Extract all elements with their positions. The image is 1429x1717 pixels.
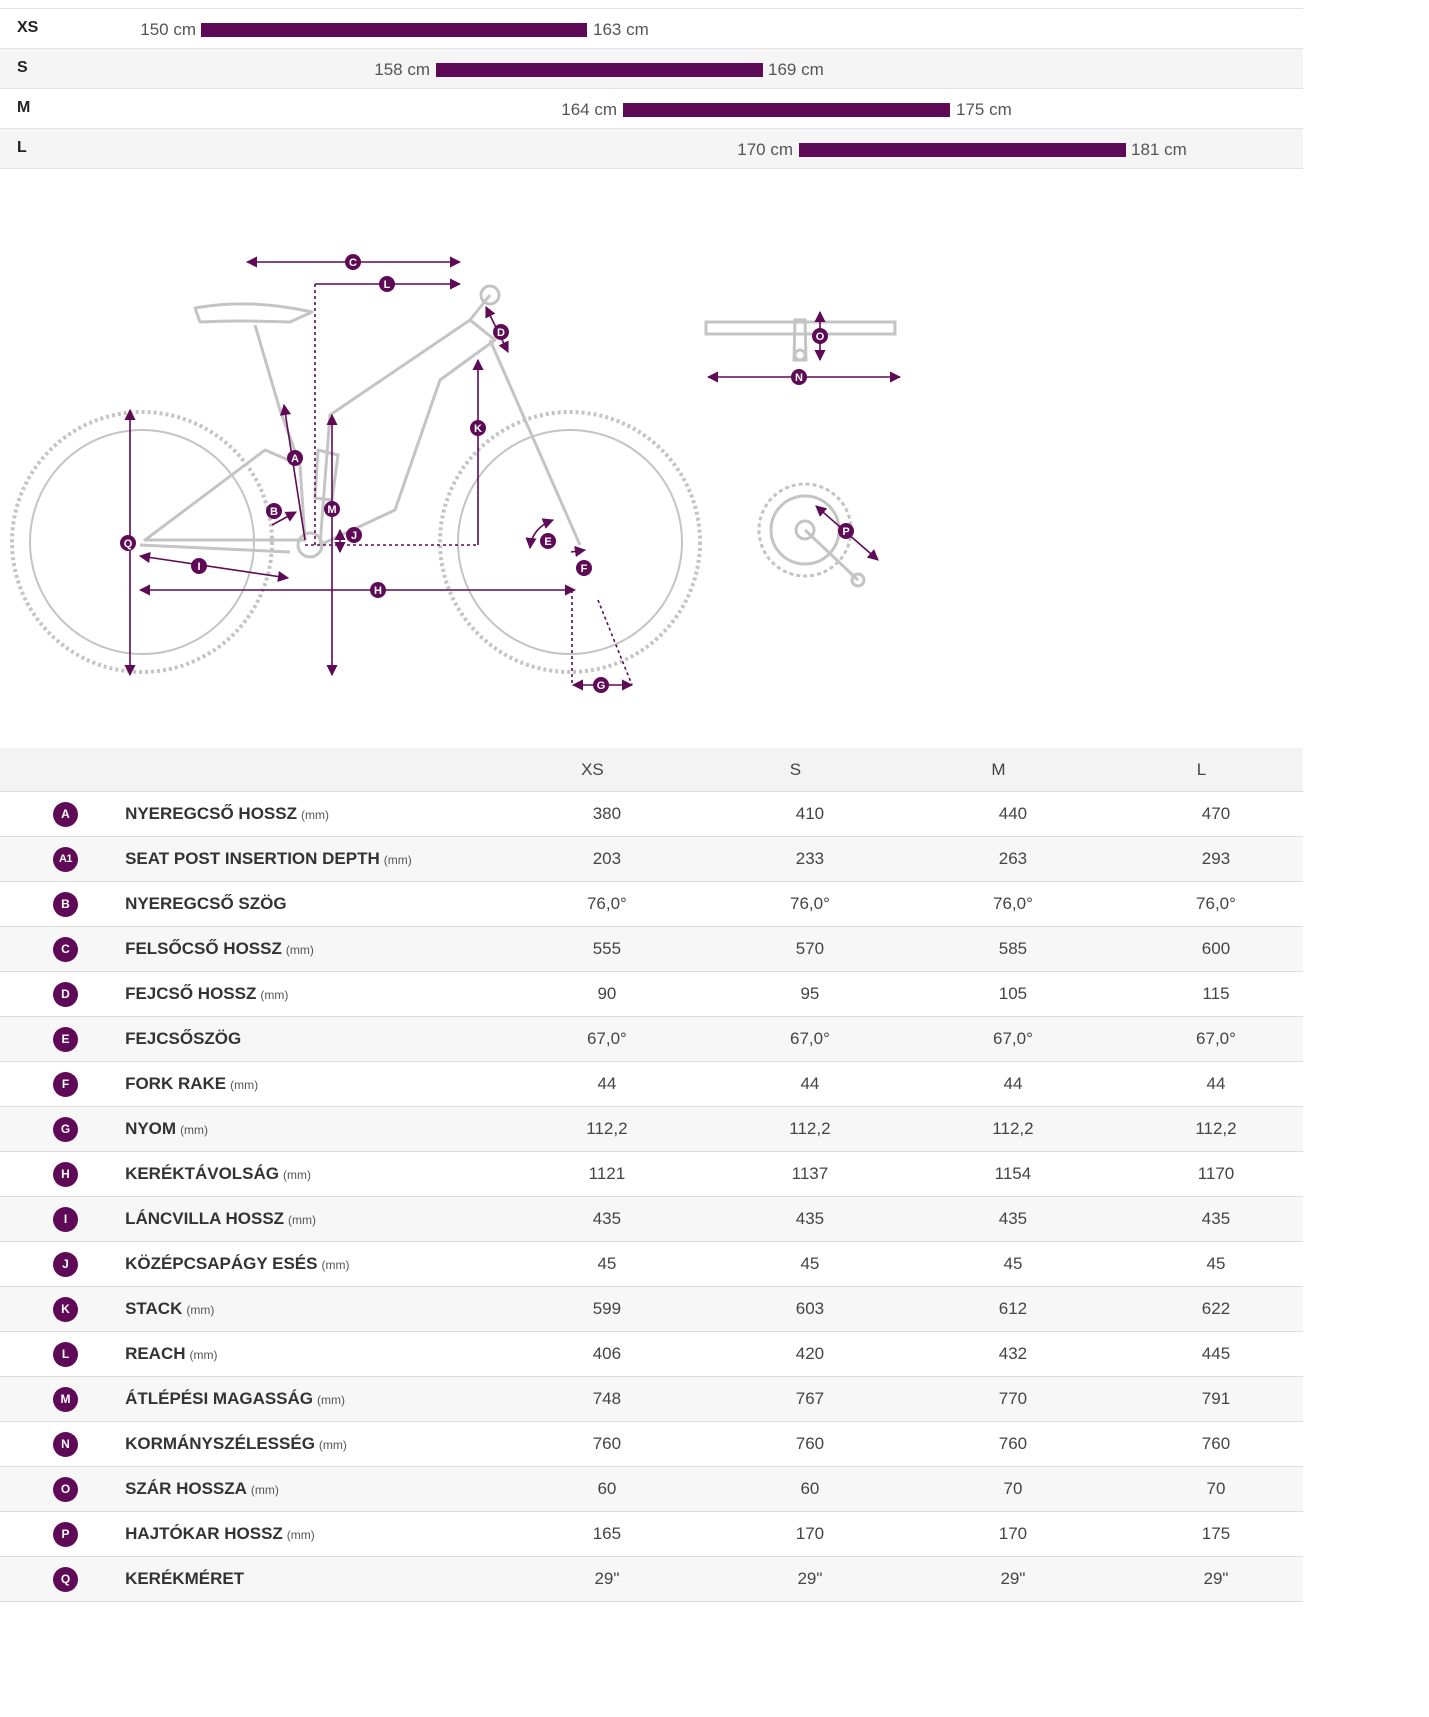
row-unit: (mm) (260, 988, 289, 1002)
row-parameter-name: FELSŐCSŐ HOSSZ (125, 939, 282, 958)
diagram-badge-o (812, 328, 828, 344)
row-badge: N (53, 1432, 78, 1457)
row-value: 612 (897, 1287, 1100, 1332)
range-min: 164 cm (561, 100, 617, 119)
diagram-label-q: Q (123, 538, 133, 550)
range-size-label: M (17, 99, 31, 116)
row-badge: A (53, 802, 78, 827)
diagram-badge-k (470, 420, 486, 436)
diagram-badge-j (346, 527, 362, 543)
row-badge: I (53, 1207, 78, 1232)
row-value: 600 (1100, 927, 1303, 972)
row-parameter-name: SEAT POST INSERTION DEPTH (125, 849, 380, 868)
row-value: 767 (694, 1377, 897, 1422)
row-value: 90 (491, 972, 694, 1017)
row-value: 170 (897, 1512, 1100, 1557)
row-badge: C (53, 937, 78, 962)
row-value: 435 (897, 1197, 1100, 1242)
row-value: 44 (1100, 1062, 1303, 1107)
table-row (0, 1017, 1303, 1062)
diagram-badge-q (120, 535, 136, 551)
table-row (0, 1197, 1303, 1242)
row-value: 293 (1100, 837, 1303, 882)
row-value: 440 (897, 792, 1100, 837)
diagram-label-h: H (374, 585, 382, 597)
row-badge: A1 (53, 847, 78, 872)
diagram-badge-f (576, 560, 592, 576)
range-bar (201, 23, 587, 37)
row-value: 45 (1100, 1242, 1303, 1287)
row-value: 470 (1100, 792, 1303, 837)
diagram-badge-d (493, 324, 509, 340)
row-badge: P (53, 1522, 78, 1547)
range-bar (436, 63, 763, 77)
range-max: 175 cm (956, 100, 1012, 119)
row-badge: E (53, 1027, 78, 1052)
row-value: 435 (491, 1197, 694, 1242)
row-value: 770 (897, 1377, 1100, 1422)
row-value: 76,0° (897, 882, 1100, 927)
row-unit: (mm) (283, 1168, 312, 1182)
diagram-badge-h (370, 582, 386, 598)
range-max: 163 cm (593, 20, 649, 39)
row-value: 760 (897, 1422, 1100, 1467)
row-value: 555 (491, 927, 694, 972)
table-row (0, 1377, 1303, 1422)
row-unit: (mm) (383, 853, 412, 867)
row-value: 165 (491, 1512, 694, 1557)
row-parameter-name: NYEREGCSŐ HOSSZ (125, 804, 297, 823)
row-unit: (mm) (300, 808, 329, 822)
row-unit: (mm) (230, 1078, 259, 1092)
row-parameter-name: FEJCSŐ HOSSZ (125, 984, 257, 1003)
table-row (0, 1242, 1303, 1287)
row-value: 791 (1100, 1377, 1303, 1422)
diagram-label-o: O (815, 331, 825, 343)
row-parameter-name: REACH (125, 1344, 186, 1363)
row-parameter-name: LÁNCVILLA HOSSZ (125, 1209, 285, 1228)
row-value: 76,0° (1100, 882, 1303, 927)
row-value: 112,2 (1100, 1107, 1303, 1152)
row-value: 435 (1100, 1197, 1303, 1242)
row-value: 760 (694, 1422, 897, 1467)
diagram-label-p: P (842, 526, 850, 538)
row-value: 445 (1100, 1332, 1303, 1377)
table-header-row (0, 748, 1303, 792)
row-value: 105 (897, 972, 1100, 1017)
row-value: 233 (694, 837, 897, 882)
row-parameter-name: NYEREGCSŐ SZÖG (125, 894, 287, 913)
table-row (0, 1512, 1303, 1557)
row-value: 406 (491, 1332, 694, 1377)
front-wheel (440, 412, 700, 672)
row-badge: H (53, 1162, 78, 1187)
diagram-badge-i (191, 558, 207, 574)
row-badge: G (53, 1117, 78, 1142)
table-row (0, 837, 1303, 882)
row-value: 45 (694, 1242, 897, 1287)
row-badge: O (53, 1477, 78, 1502)
row-value: 44 (897, 1062, 1100, 1107)
column-header-xs: XS (491, 748, 694, 792)
table-row (0, 1062, 1303, 1107)
diagram-label-g: G (596, 680, 606, 692)
row-value: 432 (897, 1332, 1100, 1377)
row-unit: (mm) (286, 1528, 315, 1542)
row-value: 1170 (1100, 1152, 1303, 1197)
bike-geometry-diagram (0, 200, 1303, 720)
range-row-m (0, 89, 1303, 129)
row-value: 435 (694, 1197, 897, 1242)
row-value: 112,2 (897, 1107, 1100, 1152)
diagram-label-a: A (291, 453, 299, 465)
row-value: 44 (694, 1062, 897, 1107)
diagram-label-d: D (497, 327, 505, 339)
range-size-label: S (17, 59, 28, 76)
row-parameter-name: ÁTLÉPÉSI MAGASSÁG (125, 1389, 314, 1408)
row-value: 603 (694, 1287, 897, 1332)
row-parameter-name: FORK RAKE (125, 1074, 227, 1093)
row-badge: M (53, 1387, 78, 1412)
diagram-badge-g (593, 677, 609, 693)
row-value: 29" (491, 1557, 694, 1602)
diagram-badge-n (791, 369, 807, 385)
row-value: 29" (897, 1557, 1100, 1602)
range-min: 150 cm (140, 20, 196, 39)
row-value: 263 (897, 837, 1100, 882)
bike-frame (140, 286, 580, 557)
row-value: 622 (1100, 1287, 1303, 1332)
range-min: 170 cm (737, 140, 793, 159)
row-value: 203 (491, 837, 694, 882)
column-header-m: M (897, 748, 1100, 792)
row-value: 67,0° (897, 1017, 1100, 1062)
row-value: 410 (694, 792, 897, 837)
table-row (0, 1467, 1303, 1512)
rear-wheel (12, 412, 272, 672)
row-value: 1154 (897, 1152, 1100, 1197)
row-value: 76,0° (694, 882, 897, 927)
table-row (0, 1107, 1303, 1152)
range-row-s (0, 49, 1303, 89)
row-badge: L (53, 1342, 78, 1367)
table-row (0, 1557, 1303, 1602)
row-value: 115 (1100, 972, 1303, 1017)
row-value: 76,0° (491, 882, 694, 927)
row-badge: J (53, 1252, 78, 1277)
row-parameter-name: SZÁR HOSSZA (125, 1479, 247, 1498)
row-badge: Q (53, 1567, 78, 1592)
row-value: 585 (897, 927, 1100, 972)
range-min: 158 cm (374, 60, 430, 79)
rider-height-ranges (0, 8, 1303, 169)
range-size-label: XS (17, 19, 39, 36)
table-row (0, 927, 1303, 972)
diagram-label-f: F (580, 563, 588, 575)
diagram-label-n: N (795, 372, 803, 384)
row-value: 760 (1100, 1422, 1303, 1467)
row-parameter-name: KORMÁNYSZÉLESSÉG (125, 1434, 315, 1453)
row-value: 1121 (491, 1152, 694, 1197)
range-bar (623, 103, 950, 117)
handlebar-detail (706, 320, 895, 360)
row-unit: (mm) (288, 1213, 317, 1227)
row-value: 112,2 (491, 1107, 694, 1152)
row-value: 599 (491, 1287, 694, 1332)
diagram-label-k: K (474, 423, 482, 435)
row-value: 748 (491, 1377, 694, 1422)
diagram-label-m: M (327, 504, 337, 516)
row-value: 1137 (694, 1152, 897, 1197)
diagram-badge-l (379, 276, 395, 292)
row-value: 95 (694, 972, 897, 1017)
row-parameter-name: HAJTÓKAR HOSSZ (125, 1524, 283, 1543)
row-parameter-name: KERÉKMÉRET (125, 1569, 245, 1588)
row-parameter-name: STACK (125, 1299, 183, 1318)
row-value: 67,0° (491, 1017, 694, 1062)
row-unit: (mm) (186, 1303, 215, 1317)
row-value: 60 (491, 1467, 694, 1512)
row-unit: (mm) (180, 1123, 209, 1137)
table-row (0, 1152, 1303, 1197)
range-max: 181 cm (1131, 140, 1187, 159)
row-value: 420 (694, 1332, 897, 1377)
diagram-badge-a (287, 450, 303, 466)
column-header-l: L (1100, 748, 1303, 792)
row-badge: K (53, 1297, 78, 1322)
row-value: 29" (1100, 1557, 1303, 1602)
table-row (0, 972, 1303, 1017)
row-unit: (mm) (250, 1483, 279, 1497)
diagram-badge-m (324, 501, 340, 517)
geometry-table (0, 748, 1303, 1602)
range-size-label: L (17, 139, 27, 156)
row-parameter-name: FEJCSŐSZÖG (125, 1029, 242, 1048)
table-row (0, 1422, 1303, 1467)
diagram-label-b: B (270, 506, 278, 518)
row-value: 60 (694, 1467, 897, 1512)
diagram-badge-b (266, 503, 282, 519)
row-value: 45 (491, 1242, 694, 1287)
diagram-badge-c (345, 254, 361, 270)
row-value: 70 (1100, 1467, 1303, 1512)
row-value: 45 (897, 1242, 1100, 1287)
row-unit: (mm) (189, 1348, 218, 1362)
range-row-xs (0, 9, 1303, 49)
diagram-label-j: J (350, 530, 358, 542)
row-badge: B (53, 892, 78, 917)
row-parameter-name: KERÉKTÁVOLSÁG (125, 1164, 280, 1183)
diagram-label-l: L (383, 279, 391, 291)
diagram-label-i: I (197, 561, 201, 573)
range-max: 169 cm (768, 60, 824, 79)
diagram-badge-e (540, 533, 556, 549)
row-unit: (mm) (285, 943, 314, 957)
table-row (0, 1332, 1303, 1377)
row-parameter-name: KÖZÉPCSAPÁGY ESÉS (125, 1254, 318, 1273)
row-value: 67,0° (694, 1017, 897, 1062)
range-bar (799, 143, 1126, 157)
row-badge: F (53, 1072, 78, 1097)
row-value: 175 (1100, 1512, 1303, 1557)
table-row (0, 792, 1303, 837)
row-value: 70 (897, 1467, 1100, 1512)
column-header-s: S (694, 748, 897, 792)
row-value: 760 (491, 1422, 694, 1467)
row-value: 67,0° (1100, 1017, 1303, 1062)
row-value: 380 (491, 792, 694, 837)
row-unit: (mm) (321, 1258, 350, 1272)
diagram-label-c: C (349, 257, 357, 269)
diagram-badge-p (838, 523, 854, 539)
row-value: 44 (491, 1062, 694, 1107)
table-row (0, 882, 1303, 927)
table-row (0, 1287, 1303, 1332)
row-value: 170 (694, 1512, 897, 1557)
row-badge: D (53, 982, 78, 1007)
row-value: 112,2 (694, 1107, 897, 1152)
row-parameter-name: NYOM (125, 1119, 177, 1138)
row-unit: (mm) (318, 1438, 347, 1452)
range-row-l (0, 129, 1303, 169)
row-value: 29" (694, 1557, 897, 1602)
row-unit: (mm) (317, 1393, 346, 1407)
row-value: 570 (694, 927, 897, 972)
diagram-label-e: E (544, 536, 552, 548)
